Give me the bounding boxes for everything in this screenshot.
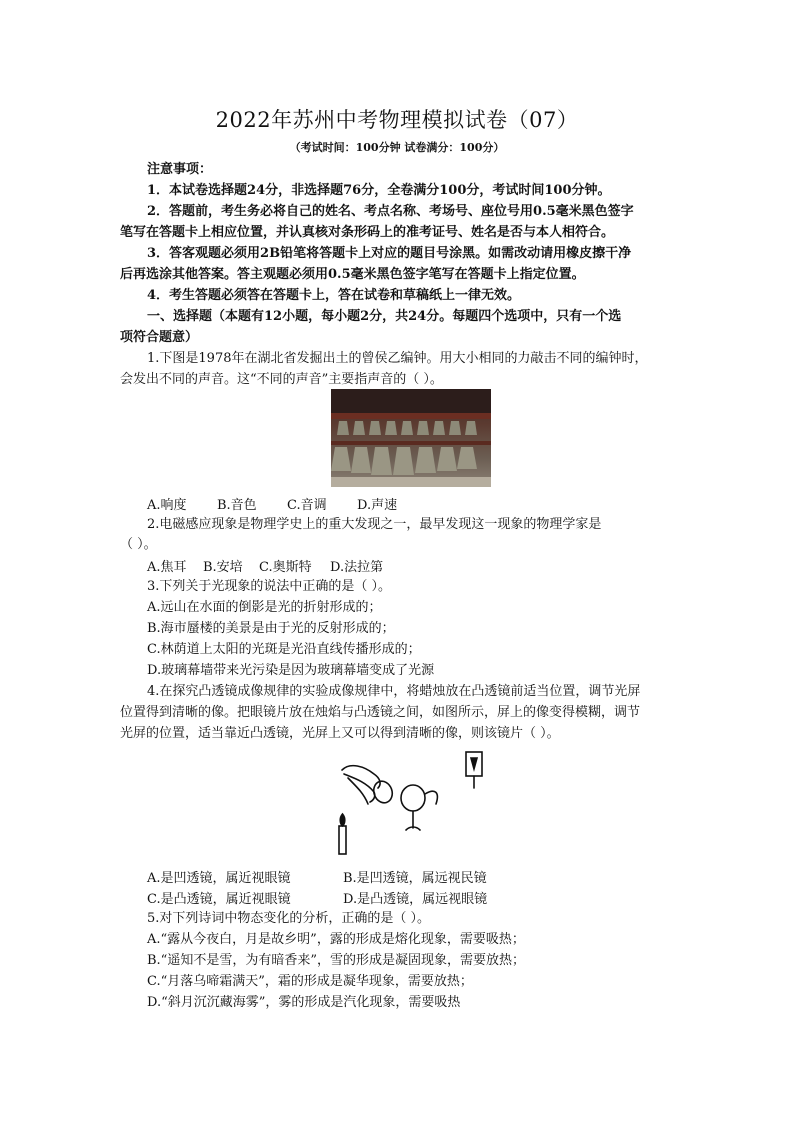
q5-stem: 5.对下列诗词中物态变化的分析，正确的是（ ）。 xyxy=(147,911,431,926)
q3-option-c: C.林荫道上太阳的光斑是光沿直线传播形成的； xyxy=(147,642,421,657)
q4-option-d: D.是凸透镜，属远视眼镜 xyxy=(343,892,488,907)
q3-option-d: D.玻璃幕墙带来光污染是因为玻璃幕墙变成了光源 xyxy=(147,663,435,678)
q1-stem-a: 1.下图是1978年在湖北省发掘出土的曾侯乙编钟。用大小相同的力敲击不同的编钟时， xyxy=(147,351,648,366)
q2-stem-a: 2.电磁感应现象是物理学史上的重大发现之一，最早发现这一现象的物理学家是 xyxy=(147,517,602,532)
lens-experiment-figure xyxy=(330,748,500,860)
note-4: 4．考生答题必须答在答题卡上，答在试卷和草稿纸上一律无效。 xyxy=(147,288,521,303)
candle-flame xyxy=(340,814,345,826)
q1-stem-b: 会发出不同的声音。这“不同的声音”主要指声音的（ ）。 xyxy=(120,372,443,387)
q2-stem-b: （ ）。 xyxy=(120,537,157,552)
q4-option-b: B.是凹透镜，属远视民镜 xyxy=(343,871,487,886)
convex-lens xyxy=(401,785,425,811)
bianzhong-image xyxy=(331,389,491,487)
q1-option-b: B.音色 xyxy=(217,498,257,513)
section-heading-a: 一、选择题（本题有12小题，每小题2分，共24分。每题四个选项中，只有一个选 xyxy=(147,309,622,324)
q1-option-a: A.响度 xyxy=(147,498,187,513)
note-3a: 3．答客观题必须用2B铅笔将答题卡上对应的题目号涂黑。如需改动请用橡皮擦干净 xyxy=(147,246,632,261)
q5-option-a: A.“露从今夜白，月是故乡明”，露的形成是熔化现象，需要吸热； xyxy=(147,932,525,947)
q3-option-b: B.海市蜃楼的美景是由于光的反射形成的； xyxy=(147,621,395,636)
q1-option-d: D.声速 xyxy=(357,498,398,513)
q4-stem-b: 位置得到清晰的像。把眼镜片放在烛焰与凸透镜之间，如图所示，屏上的像变得模糊，调节 xyxy=(120,705,641,720)
q2-option-a: A.焦耳 xyxy=(147,560,187,575)
exam-info: （考试时间：100分钟 试卷满分：100分） xyxy=(289,141,505,154)
bianzhong-photo xyxy=(331,389,491,487)
q5-option-c: C.“月落乌啼霜满天”，霜的形成是凝华现象，需要放热； xyxy=(147,974,473,989)
q3-stem: 3.下列关于光现象的说法中正确的是（ ）。 xyxy=(147,579,392,594)
candle xyxy=(339,826,346,854)
q5-option-d: D.“斜月沉沉藏海雾”，雾的形成是汽化现象，需要吸热 xyxy=(147,995,461,1010)
q2-option-b: B.安培 xyxy=(203,560,243,575)
q4-stem-a: 4.在探究凸透镜成像规律的实验成像规律中，将蜡烛放在凸透镜前适当位置，调节光屏 xyxy=(147,684,641,699)
page-title: 2022年苏州中考物理模拟试卷（07） xyxy=(215,108,579,132)
q3-option-a: A.远山在水面的倒影是光的折射形成的； xyxy=(147,600,382,615)
eyeglass-lens xyxy=(371,779,395,806)
q5-option-b: B.“遥知不是雪，为有暗香来”，雪的形成是凝固现象，需要放热； xyxy=(147,953,525,968)
note-3b: 后再选涂其他答案。答主观题必须用0.5毫米黑色签字笔写在答题卡上指定位置。 xyxy=(120,267,585,282)
hand-outline xyxy=(342,766,380,788)
note-2b: 笔写在答题卡上相应位置，并认真核对条形码上的准考证号、姓名是否与本人相符合。 xyxy=(120,225,615,240)
q4-stem-c: 光屏的位置，适当靠近凸透镜，光屏上又可以得到清晰的像，则该镜片（ ）。 xyxy=(120,726,560,741)
note-1: 1．本试卷选择题24分，非选择题76分，全卷满分100分，考试时间100分钟。 xyxy=(147,183,611,198)
q1-option-c: C.音调 xyxy=(287,498,327,513)
note-2a: 2．答题前，考生务必将自己的姓名、考点名称、考场号、座位号用0.5毫米黑色签字 xyxy=(147,204,634,219)
notes-heading: 注意事项： xyxy=(147,162,213,177)
q2-option-c: C.奥斯特 xyxy=(259,560,312,575)
q4-option-a: A.是凹透镜，属近视眼镜 xyxy=(147,871,291,886)
q4-option-c: C.是凸透镜，属近视眼镜 xyxy=(147,892,291,907)
q2-option-d: D.法拉第 xyxy=(330,560,384,575)
section-heading-b: 项符合题意） xyxy=(120,330,199,345)
